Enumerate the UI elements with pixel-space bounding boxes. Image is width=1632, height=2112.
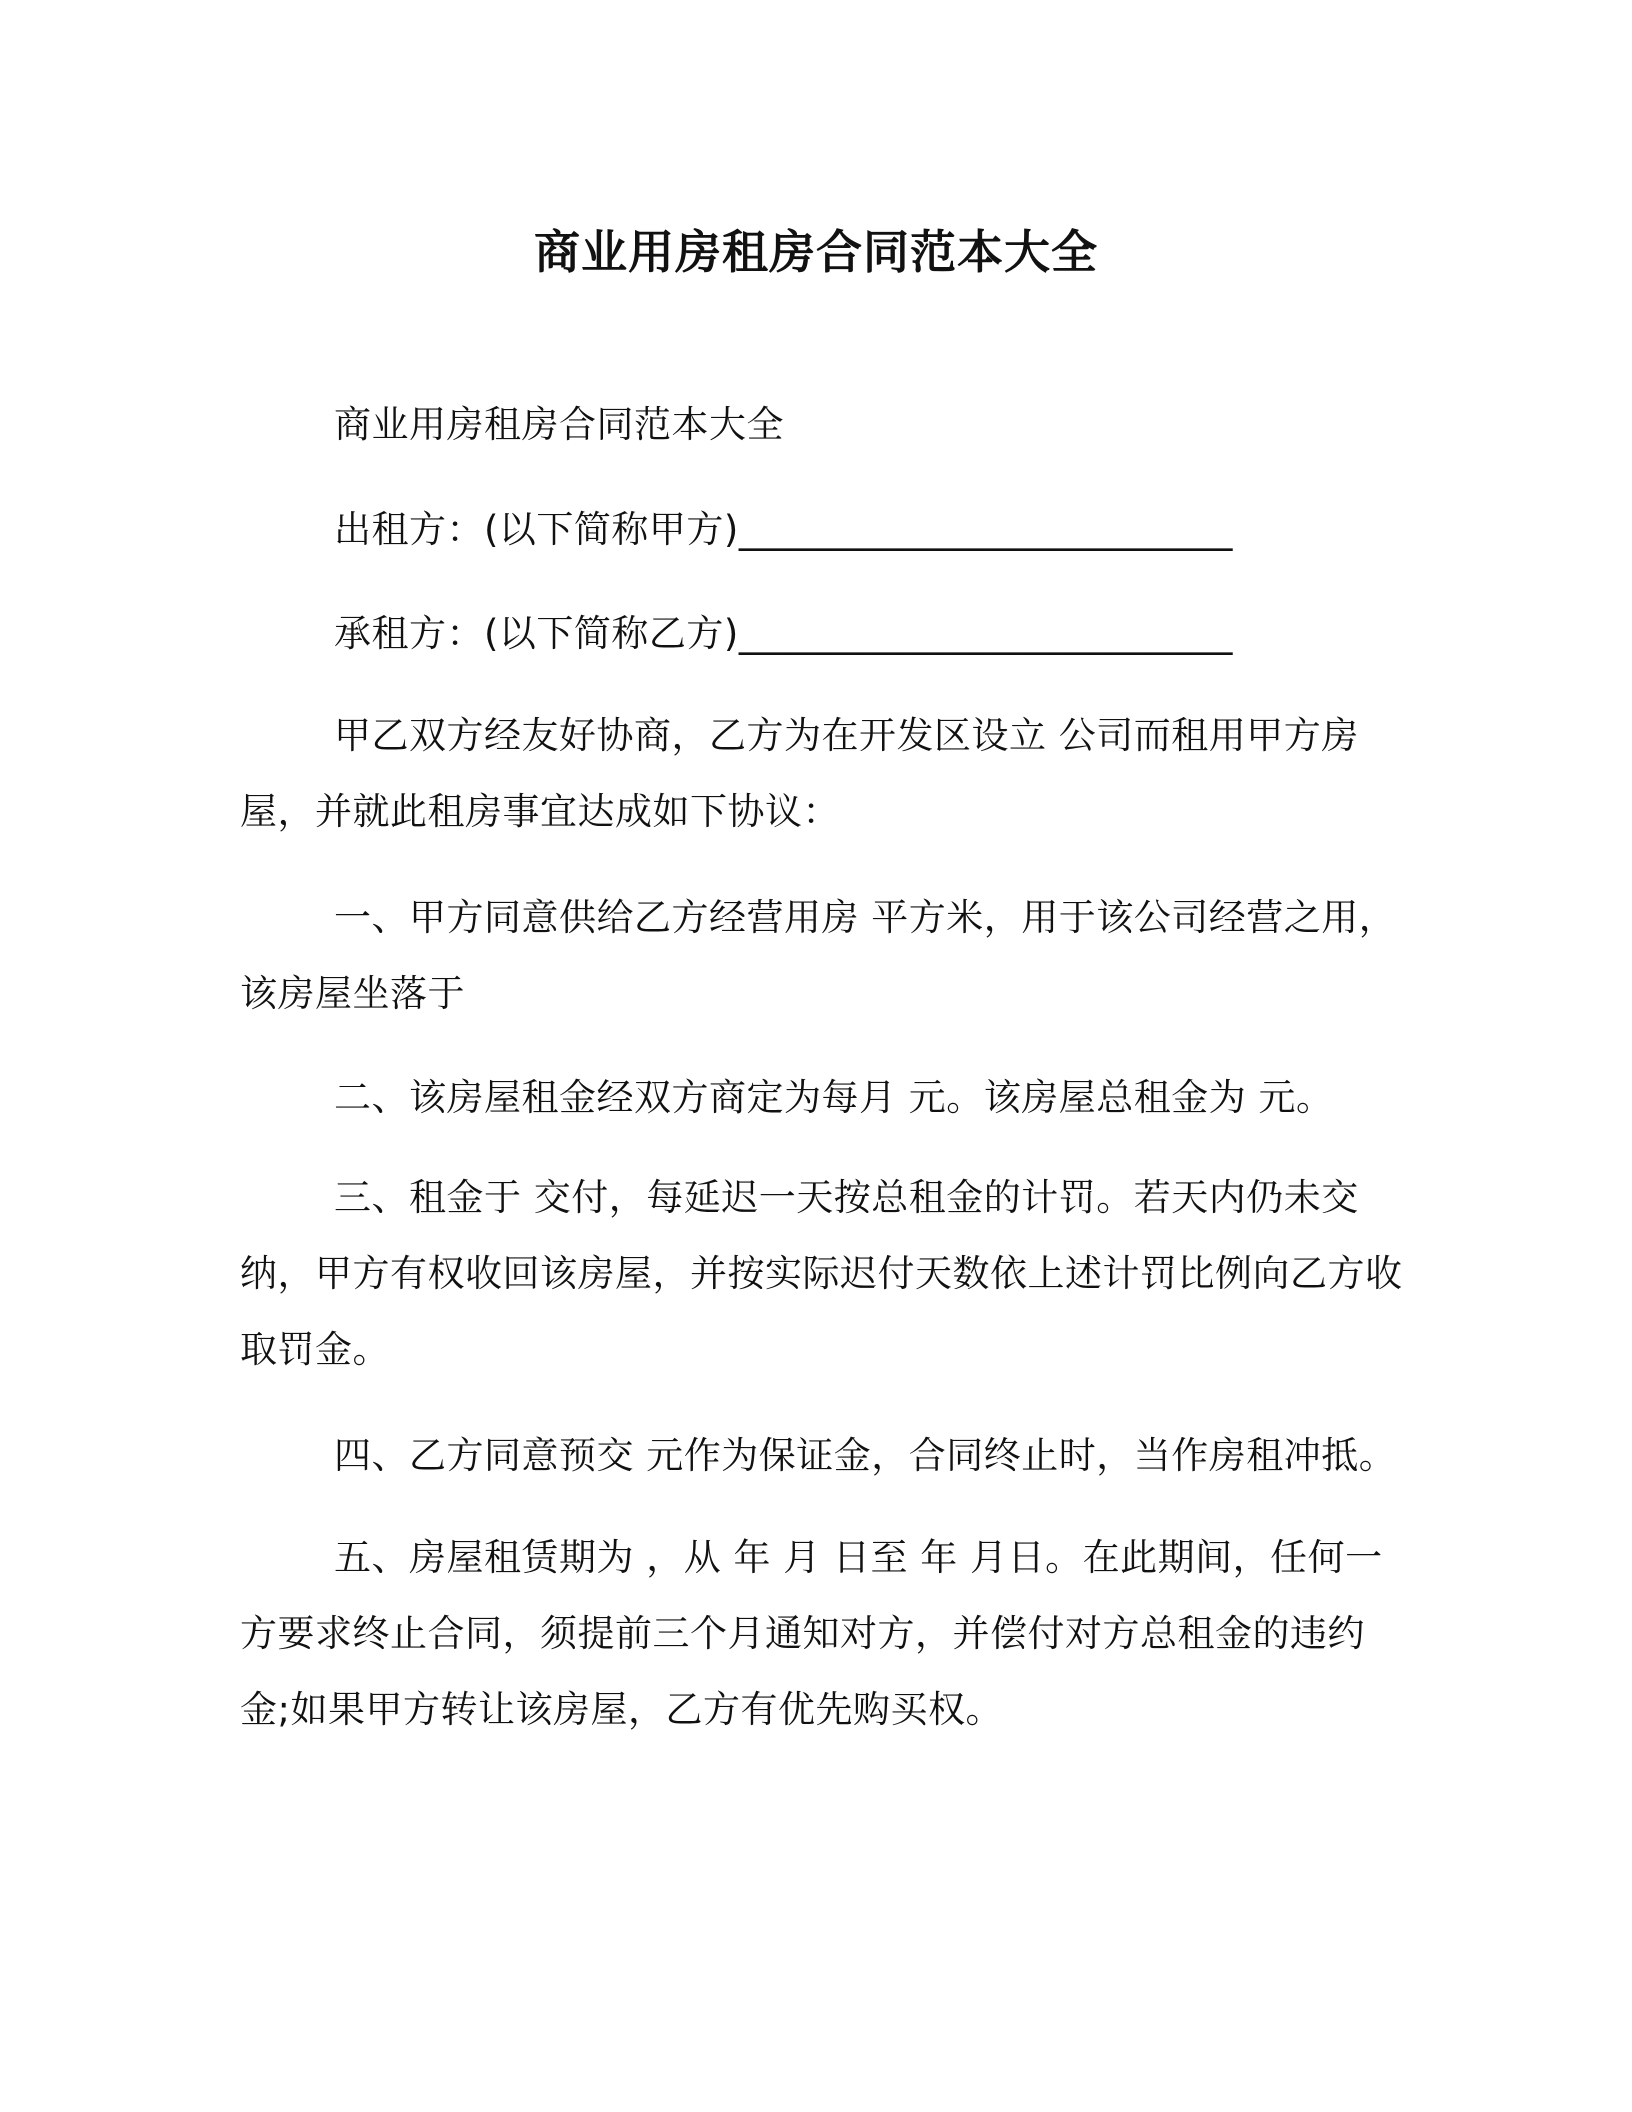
lessee-line: 承租方：(以下简称乙方)__________________________ (334, 612, 1233, 655)
article-2: 二、该房屋租金经双方商定为每月 元。该房屋总租金为 元。 (334, 1076, 1334, 1119)
article-3: 三、租金于 交付，每延迟一天按总租金的计罚。若天内仍未交纳，甲方有权收回该房屋，并按实际迟付天数依上述计罚比例向乙方收取罚金。 (240, 1176, 1403, 1371)
lessor-line: 出租方：(以下简称甲方)__________________________ (334, 508, 1233, 551)
document-subtitle: 商业用房租房合同范本大全 (334, 403, 784, 446)
article-4: 四、乙方同意预交 元作为保证金，合同终止时，当作房租冲抵。 (334, 1434, 1397, 1477)
document-title: 商业用房租房合同范本大全 (534, 225, 1098, 279)
article-1: 一、甲方同意供给乙方经营用房 平方米，用于该公司经营之用，该房屋坐落于 (240, 896, 1397, 1015)
intro-paragraph: 甲乙双方经友好协商，乙方为在开发区设立 公司而租用甲方房屋，并就此租房事宜达成如下协议： (240, 714, 1359, 833)
article-5: 五、房屋租赁期为 ，从 年 月 日至 年 月日。在此期间，任何一方要求终止合同，须提前三个月通知对方，并偿付对方总租金的违约金;如果甲方转让该房屋，乙方有优先购买权。 (240, 1536, 1383, 1731)
